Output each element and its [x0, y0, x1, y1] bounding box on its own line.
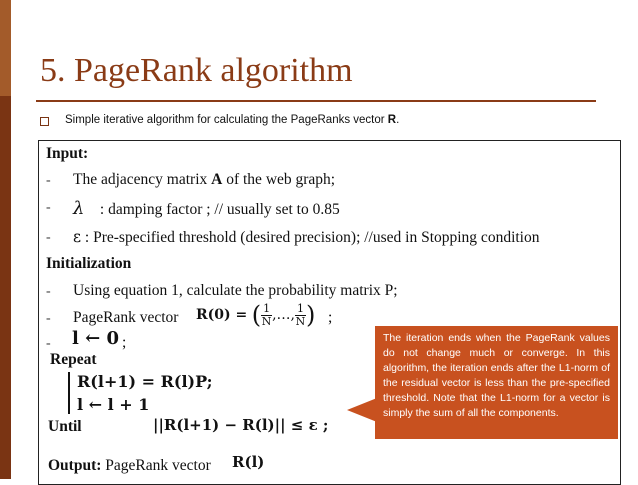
repeat-update-formula: R(l+1) = R(l)P; — [77, 372, 213, 391]
epsilon-symbol: ε — [73, 228, 82, 246]
dash-bullet: - — [46, 230, 51, 245]
stopping-condition-formula: ||R(l+1) − R(l)|| ≤ ε ; — [153, 416, 329, 434]
init-pagerank-formula: R(0) = ( $\frac{1}{N}$ ,…, $\frac{1}{N}$ ) — [196, 301, 316, 329]
repeat-block-bar — [68, 372, 70, 414]
output-formula: R(l) — [232, 453, 265, 471]
until-heading: Until — [48, 418, 82, 435]
dash-bullet: - — [46, 336, 51, 351]
repeat-increment-formula: l ← l + 1 — [77, 395, 150, 414]
init-heading: Initialization — [46, 255, 132, 272]
input-heading: Input: — [46, 145, 89, 162]
repeat-heading: Repeat — [50, 351, 97, 368]
input-threshold-line: ε : Pre-specified threshold (desired precision); //used in Stopping condition — [73, 228, 540, 246]
init-counter-semicolon: ; — [122, 334, 127, 351]
lambda-symbol: λ — [73, 198, 85, 219]
input-damping-line: λ : damping factor ; // usually set to 0.85 — [73, 198, 340, 219]
init-probability-line: Using equation 1, calculate the probability matrix P; — [73, 282, 398, 299]
title-underline — [36, 100, 596, 102]
dash-bullet: - — [46, 200, 51, 215]
dash-bullet: - — [46, 311, 51, 326]
callout-arrow — [347, 398, 377, 422]
dash-bullet: - — [46, 284, 51, 299]
output-line: Output: PageRank vector — [48, 457, 211, 474]
callout-note: The iteration ends when the PageRank values do not change much or converge. In this algorithm, the iteration ends after the L1-norm of the residual vector is less than the pre-specified threshold. Note that the L1-norm for a vector is simply the sum of all the components. — [375, 326, 618, 439]
init-pagerank-text: PageRank vector — [73, 309, 179, 326]
left-accent-bar-top — [0, 0, 11, 96]
init-counter-formula: l ← 0 — [72, 328, 119, 349]
slide-title: 5. PageRank algorithm — [40, 52, 353, 89]
square-bullet-icon — [40, 117, 49, 126]
dash-bullet: - — [46, 173, 51, 188]
init-pagerank-semicolon: ; — [328, 309, 333, 326]
input-adjacency-line: The adjacency matrix A of the web graph; — [73, 171, 336, 188]
bullet-text: Simple iterative algorithm for calculating the PageRanks vector R. — [65, 114, 400, 126]
